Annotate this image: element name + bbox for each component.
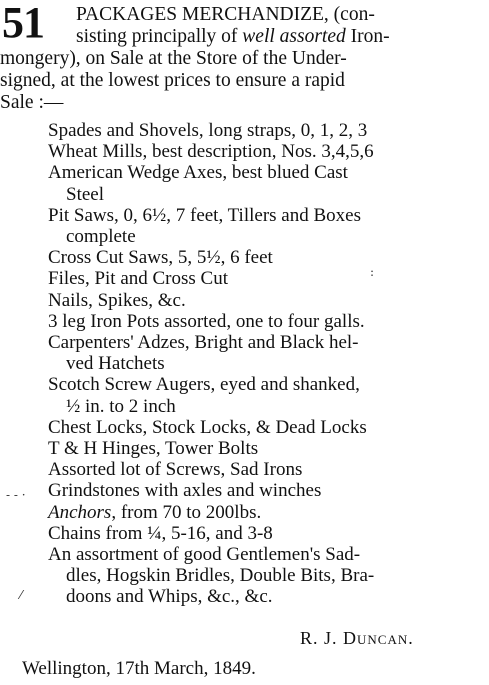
- list-item-text: Assorted lot of Screws, Sad Irons: [48, 459, 303, 481]
- list-item: [0, 205, 489, 247]
- list-item: [0, 290, 489, 311]
- list-item-line: [0, 544, 489, 565]
- list-item: [0, 120, 489, 141]
- list-item: [0, 523, 489, 544]
- list-item-continuation: ved Hatchets: [66, 353, 165, 375]
- package-count-numeral: 51: [2, 0, 44, 47]
- list-item-line: [0, 120, 489, 141]
- list-item-line: [0, 480, 489, 501]
- list-item: [0, 162, 489, 204]
- list-item-text: Carpenters' Adzes, Bright and Black hel-: [48, 332, 359, 354]
- list-item: [0, 247, 489, 268]
- list-item: [0, 311, 489, 332]
- list-item-text: Files, Pit and Cross Cut: [48, 268, 228, 290]
- list-item-line: [0, 374, 489, 395]
- list-item-continuation: Steel: [66, 183, 104, 205]
- print-speck-mark: - - ·: [6, 488, 26, 502]
- list-item-text: Scotch Screw Augers, eyed and shanked,: [48, 374, 360, 396]
- list-item-line: [0, 162, 489, 183]
- list-item: [0, 502, 489, 523]
- list-item-text: Chest Locks, Stock Locks, & Dead Locks: [48, 416, 367, 438]
- list-item-text: American Wedge Axes, best blued Cast: [48, 162, 348, 184]
- intro-line-5: Sale :—: [0, 92, 64, 113]
- list-item-text: Grindstones with axles and winches: [48, 480, 322, 502]
- intro-line-3: mongery), on Sale at the Store of the Under-: [0, 48, 347, 69]
- list-item-line: [0, 438, 489, 459]
- list-item-continuation: doons and Whips, &c., &c.: [66, 586, 273, 608]
- list-item: [0, 438, 489, 459]
- list-item-continuation: dles, Hogskin Bridles, Double Bits, Bra-: [66, 565, 375, 587]
- list-item-line: [0, 523, 489, 544]
- list-item-line: [0, 268, 489, 289]
- intro-line-2-italic: well assorted: [242, 26, 346, 47]
- print-speck-mark: ⁄: [20, 588, 23, 602]
- list-item: [0, 417, 489, 438]
- intro-line-2-a: sisting principally of: [76, 26, 243, 47]
- list-item-line: [0, 332, 489, 353]
- list-item-line: [0, 141, 489, 162]
- list-item-line: [0, 502, 489, 523]
- intro-line-2-b: Iron-: [345, 26, 390, 47]
- intro-line-4: signed, at the lowest prices to ensure a rapid: [0, 70, 345, 91]
- list-item: [0, 141, 489, 162]
- print-speck-mark: :: [370, 265, 375, 279]
- headline-line-1: PACKAGES MERCHANDIZE, (con-: [76, 4, 375, 25]
- merchandise-list: [0, 120, 489, 608]
- list-item-text: Chains from ¼, 5-16, and 3-8: [48, 522, 273, 544]
- list-item-continuation: ½ in. to 2 inch: [66, 395, 176, 417]
- list-item-text: , from 70 to 200lbs.: [111, 501, 262, 523]
- list-item-line: [0, 290, 489, 311]
- intro-line-2: [76, 26, 489, 48]
- dateline: Wellington, 17th March, 1849.: [22, 658, 256, 679]
- list-item: [0, 544, 489, 608]
- list-item: [0, 268, 489, 289]
- list-item-line: [0, 205, 489, 226]
- list-item-text: An assortment of good Gentlemen's Sad-: [48, 544, 361, 566]
- list-item-text: Spades and Shovels, long straps, 0, 1, 2, 3: [48, 120, 368, 141]
- list-item-line: [0, 417, 489, 438]
- list-item-line: [0, 247, 489, 268]
- list-item: [0, 332, 489, 374]
- list-item: [0, 480, 489, 501]
- signature-initials: R. J.: [300, 628, 344, 648]
- list-item-text: Nails, Spikes, &c.: [48, 289, 186, 311]
- list-item: [0, 374, 489, 416]
- list-item-line: [0, 311, 489, 332]
- list-item-continuation: complete: [66, 226, 136, 248]
- list-item-line: [0, 459, 489, 480]
- signature-surname: Duncan.: [343, 628, 414, 648]
- list-item-text: Cross Cut Saws, 5, 5½, 6 feet: [48, 247, 273, 269]
- list-item-text: Pit Saws, 0, 6½, 7 feet, Tillers and Boxes: [48, 204, 361, 226]
- list-item-italic: Anchors: [48, 501, 112, 523]
- list-item: [0, 459, 489, 480]
- list-item-text: T & H Hinges, Tower Bolts: [48, 438, 259, 460]
- signature: [300, 628, 414, 649]
- list-item-text: Wheat Mills, best description, Nos. 3,4,5,6: [48, 141, 374, 163]
- list-item-text: 3 leg Iron Pots assorted, one to four galls.: [48, 310, 365, 332]
